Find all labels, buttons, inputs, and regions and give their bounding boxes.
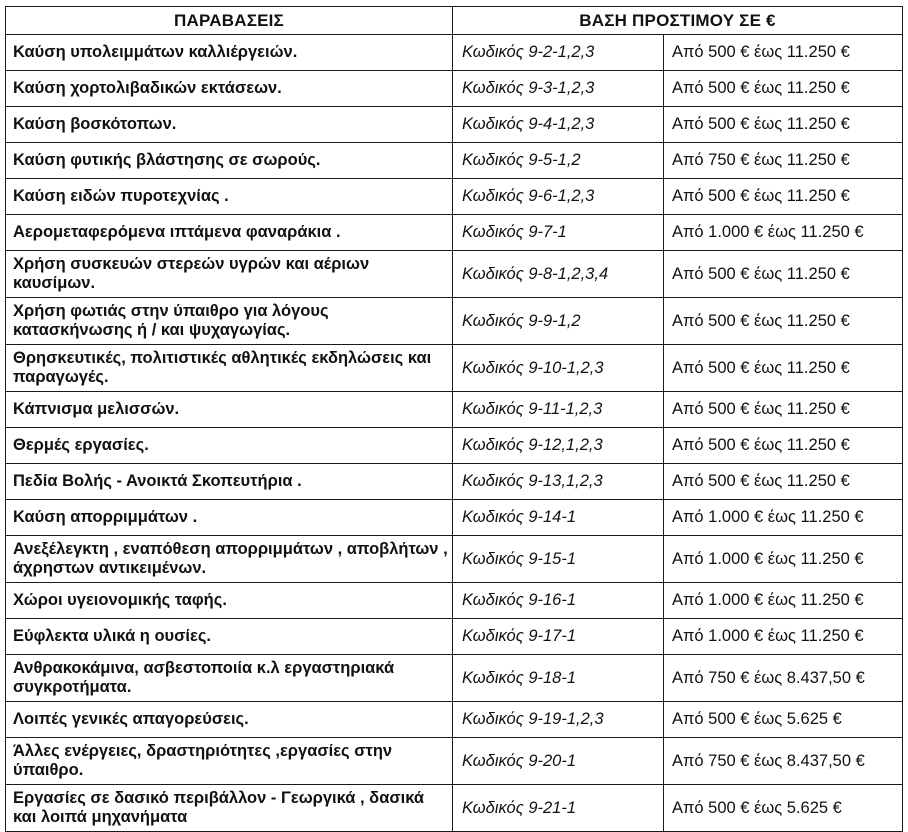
violation-cell: Καύση βοσκότοπων. bbox=[6, 107, 453, 143]
fine-cell: Από 500 € έως 11.250 € bbox=[664, 464, 903, 500]
code-cell: Κωδικός 9-12,1,2,3 bbox=[453, 428, 664, 464]
code-cell: Κωδικός 9-15-1 bbox=[453, 536, 664, 583]
fine-cell: Από 500 € έως 5.625 € bbox=[664, 702, 903, 738]
code-cell: Κωδικός 9-16-1 bbox=[453, 583, 664, 619]
code-cell: Κωδικός 9-4-1,2,3 bbox=[453, 107, 664, 143]
fine-cell: Από 500 € έως 11.250 € bbox=[664, 392, 903, 428]
code-cell: Κωδικός 9-18-1 bbox=[453, 655, 664, 702]
fine-cell: Από 500 € έως 11.250 € bbox=[664, 35, 903, 71]
table-row bbox=[6, 107, 903, 143]
fine-cell: Από 500 € έως 5.625 € bbox=[664, 785, 903, 832]
table-row bbox=[6, 251, 903, 298]
violation-cell: Καύση χορτολιβαδικών εκτάσεων. bbox=[6, 71, 453, 107]
code-cell: Κωδικός 9-9-1,2 bbox=[453, 298, 664, 345]
table-row bbox=[6, 35, 903, 71]
table-row bbox=[6, 143, 903, 179]
violation-cell: Χρήση συσκευών στερεών υγρών και αέριων καυσίμων. bbox=[6, 251, 453, 298]
fine-cell: Από 1.000 € έως 11.250 € bbox=[664, 619, 903, 655]
code-cell: Κωδικός 9-2-1,2,3 bbox=[453, 35, 664, 71]
fines-table bbox=[5, 6, 903, 832]
fine-cell: Από 500 € έως 11.250 € bbox=[664, 179, 903, 215]
code-cell: Κωδικός 9-5-1,2 bbox=[453, 143, 664, 179]
table-row bbox=[6, 702, 903, 738]
fine-cell: Από 500 € έως 11.250 € bbox=[664, 298, 903, 345]
fine-cell: Από 1.000 € έως 11.250 € bbox=[664, 500, 903, 536]
violation-cell: Εύφλεκτα υλικά η ουσίες. bbox=[6, 619, 453, 655]
violation-cell: Θερμές εργασίες. bbox=[6, 428, 453, 464]
table-row bbox=[6, 428, 903, 464]
table-row bbox=[6, 464, 903, 500]
code-cell: Κωδικός 9-20-1 bbox=[453, 738, 664, 785]
header-fine-base: ΒΑΣΗ ΠΡΟΣΤΙΜΟΥ ΣΕ € bbox=[453, 7, 903, 35]
code-cell: Κωδικός 9-3-1,2,3 bbox=[453, 71, 664, 107]
table-row bbox=[6, 655, 903, 702]
violation-cell: Πεδία Βολής - Ανοικτά Σκοπευτήρια . bbox=[6, 464, 453, 500]
code-cell: Κωδικός 9-13,1,2,3 bbox=[453, 464, 664, 500]
table-header-row bbox=[6, 7, 903, 35]
table-row bbox=[6, 583, 903, 619]
fine-cell: Από 750 € έως 8.437,50 € bbox=[664, 738, 903, 785]
fine-cell: Από 750 € έως 8.437,50 € bbox=[664, 655, 903, 702]
violation-cell: Χώροι υγειονομικής ταφής. bbox=[6, 583, 453, 619]
violation-cell: Ανεξέλεγκτη , εναπόθεση απορριμμάτων , αποβλήτων , άχρηστων αντικειμένων. bbox=[6, 536, 453, 583]
violation-cell: Αερομεταφερόμενα ιπτάμενα φαναράκια . bbox=[6, 215, 453, 251]
violation-cell: Καύση απορριμμάτων . bbox=[6, 500, 453, 536]
fine-cell: Από 500 € έως 11.250 € bbox=[664, 107, 903, 143]
code-cell: Κωδικός 9-8-1,2,3,4 bbox=[453, 251, 664, 298]
violation-cell: Καύση ειδών πυροτεχνίας . bbox=[6, 179, 453, 215]
table-row bbox=[6, 785, 903, 832]
table-row bbox=[6, 619, 903, 655]
violation-cell: Κάπνισμα μελισσών. bbox=[6, 392, 453, 428]
violation-cell: Λοιπές γενικές απαγορεύσεις. bbox=[6, 702, 453, 738]
table-row bbox=[6, 500, 903, 536]
table-row bbox=[6, 179, 903, 215]
table-row bbox=[6, 738, 903, 785]
table-row bbox=[6, 345, 903, 392]
code-cell: Κωδικός 9-6-1,2,3 bbox=[453, 179, 664, 215]
violation-cell: Καύση φυτικής βλάστησης σε σωρούς. bbox=[6, 143, 453, 179]
table-row bbox=[6, 298, 903, 345]
violation-cell: Εργασίες σε δασικό περιβάλλον - Γεωργικά , δασικά και λοιπά μηχανήματα bbox=[6, 785, 453, 832]
code-cell: Κωδικός 9-11-1,2,3 bbox=[453, 392, 664, 428]
code-cell: Κωδικός 9-17-1 bbox=[453, 619, 664, 655]
fine-cell: Από 1.000 € έως 11.250 € bbox=[664, 536, 903, 583]
violation-cell: Καύση υπολειμμάτων καλλιέργειών. bbox=[6, 35, 453, 71]
fine-cell: Από 1.000 € έως 11.250 € bbox=[664, 583, 903, 619]
code-cell: Κωδικός 9-14-1 bbox=[453, 500, 664, 536]
violation-cell: Χρήση φωτιάς στην ύπαιθρο για λόγους κατασκήνωσης ή / και ψυχαγωγίας. bbox=[6, 298, 453, 345]
code-cell: Κωδικός 9-7-1 bbox=[453, 215, 664, 251]
code-cell: Κωδικός 9-19-1,2,3 bbox=[453, 702, 664, 738]
header-violations: ΠΑΡΑΒΑΣΕΙΣ bbox=[6, 7, 453, 35]
table-row bbox=[6, 71, 903, 107]
violation-cell: Ανθρακοκάμινα, ασβεστοποιία κ.λ εργαστηριακά συγκροτήματα. bbox=[6, 655, 453, 702]
violation-cell: Άλλες ενέργειες, δραστηριότητες ,εργασίες στην ύπαιθρο. bbox=[6, 738, 453, 785]
fine-cell: Από 750 € έως 11.250 € bbox=[664, 143, 903, 179]
fine-cell: Από 500 € έως 11.250 € bbox=[664, 428, 903, 464]
fine-cell: Από 500 € έως 11.250 € bbox=[664, 345, 903, 392]
fine-cell: Από 500 € έως 11.250 € bbox=[664, 251, 903, 298]
code-cell: Κωδικός 9-10-1,2,3 bbox=[453, 345, 664, 392]
table-row bbox=[6, 215, 903, 251]
code-cell: Κωδικός 9-21-1 bbox=[453, 785, 664, 832]
fine-cell: Από 1.000 € έως 11.250 € bbox=[664, 215, 903, 251]
violation-cell: Θρησκευτικές, πολιτιστικές αθλητικές εκδηλώσεις και παραγωγές. bbox=[6, 345, 453, 392]
table-row bbox=[6, 392, 903, 428]
table-row bbox=[6, 536, 903, 583]
fine-cell: Από 500 € έως 11.250 € bbox=[664, 71, 903, 107]
